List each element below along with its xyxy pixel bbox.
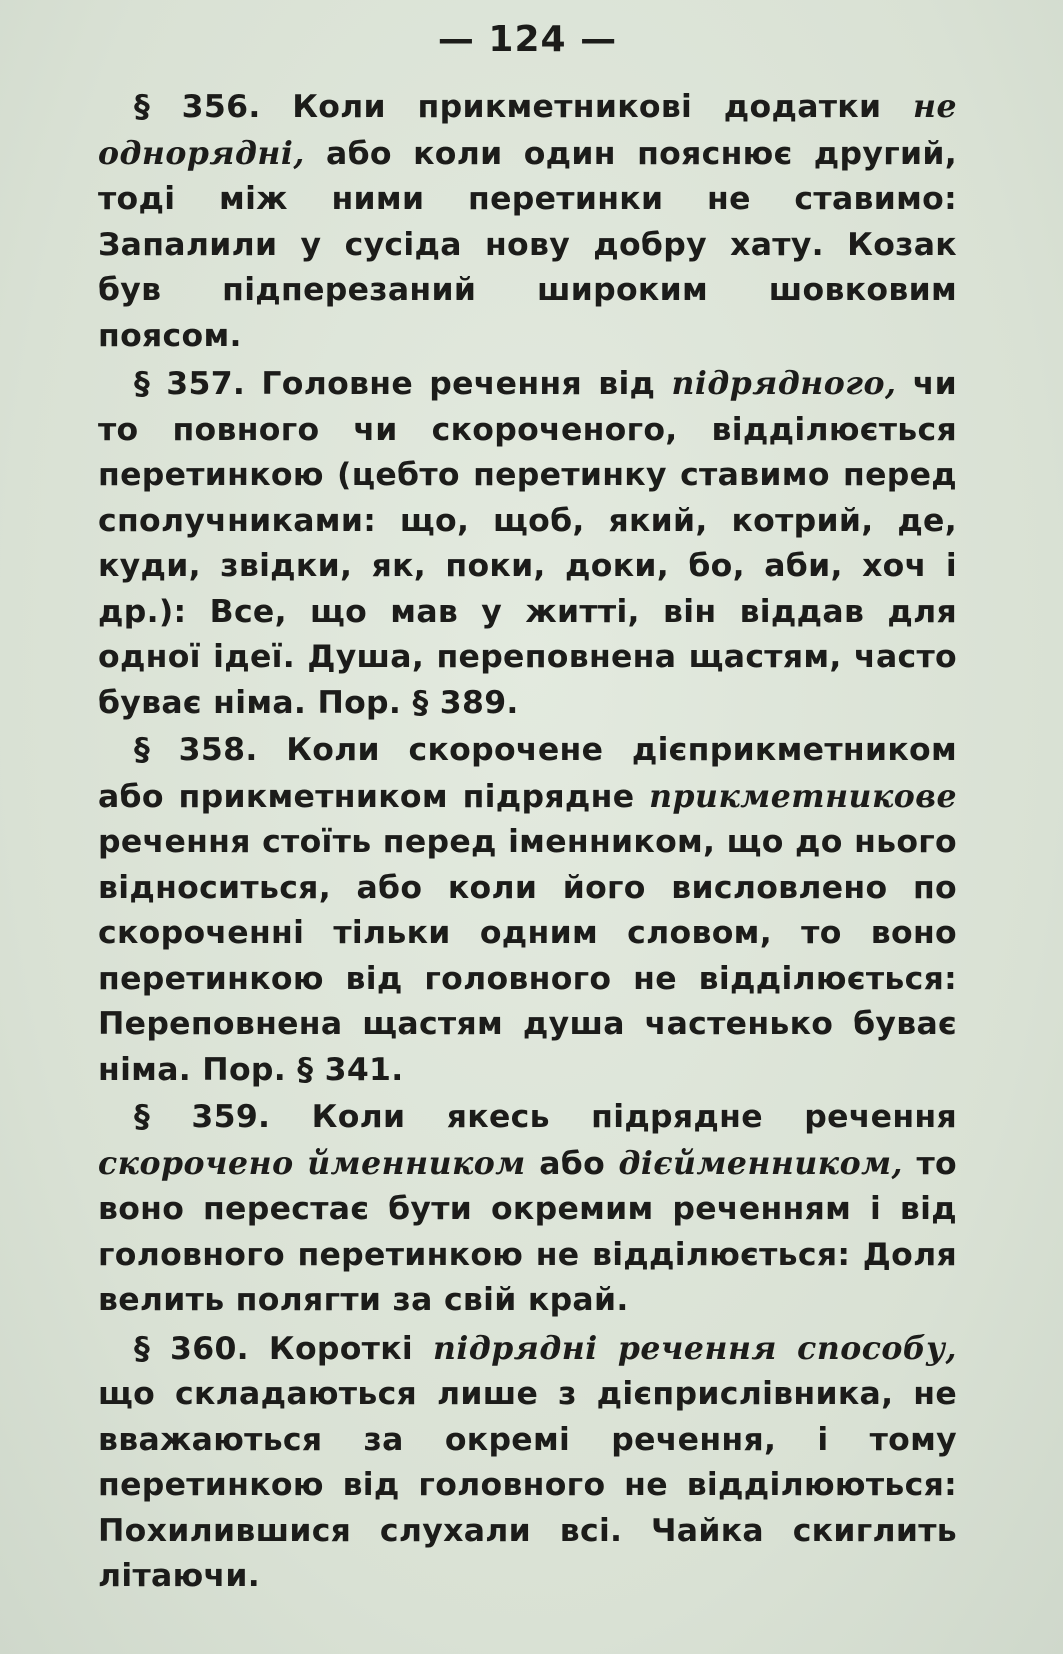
para-359-italic-term-2: дієйменником,	[618, 1144, 904, 1182]
paragraph-358	[98, 728, 957, 1093]
para-359-text-1: § 359. Коли якесь підрядне речення	[134, 1099, 957, 1135]
para-359-text-3: то воно перестає бути окремим реченням і від головного перетинкою не відділюється: Доля велить полягти за свій край.	[98, 1145, 957, 1318]
para-358-italic-term: прикметникове	[649, 777, 957, 815]
para-357-text-2: чи то повного чи скороченого, відділюється перетинкою (цебто перетинку ставимо перед сполучниками: що, щоб, який, котрий, де, куди, звідки, як, поки, доки, бо, аби, хоч і др.): Все, що мав у житті, він віддав для одної ідеї. Душа, переповнена щастям, часто буває німа. Пор. § 389.	[98, 366, 957, 721]
para-356-text-2: або коли один пояснює другий, тоді між ними перетинки не ставимо: Запалили у сусіда нову добру хату. Козак був підперезаний широким шовковим поясом.	[98, 135, 957, 354]
para-356-italic-term: не однорядні,	[98, 88, 957, 172]
paragraph-357	[98, 361, 957, 726]
page-number: — 124 —	[437, 19, 618, 60]
para-360-text-2: що складаються лише з дієприслівника, не вважаються за окремі речення, і тому перетинкою від головного не відділюються: Похилившися слухали всі. Чайка скиглить літаючи.	[98, 1376, 957, 1594]
para-360-text-1: § 360. Короткі	[134, 1330, 433, 1367]
para-360-italic-term: підрядні речення способу,	[432, 1329, 957, 1367]
para-358-text-2: речення стоїть перед іменником, що до нього відноситься, або коли його висловлено по скороченні тільки одним словом, то воно перетинкою від головного не відділюється: Переповнена щастям душа частенько буває німа. Пор. § 341.	[98, 824, 957, 1088]
para-357-italic-term: підрядного,	[671, 365, 897, 402]
para-358-text-1: § 358. Коли скорочене дієприкметником або прикметником підрядне	[98, 732, 957, 815]
paragraph-360	[98, 1326, 957, 1600]
para-359-italic-term-1: скорочено йменником	[98, 1144, 526, 1182]
paragraph-356	[98, 84, 957, 359]
para-357-text-1: § 357. Головне речення від	[134, 366, 672, 402]
para-359-text-2: або	[525, 1145, 619, 1182]
paragraph-359	[98, 1095, 957, 1324]
para-356-text-1: § 356. Коли прикметникові додатки	[134, 89, 913, 125]
